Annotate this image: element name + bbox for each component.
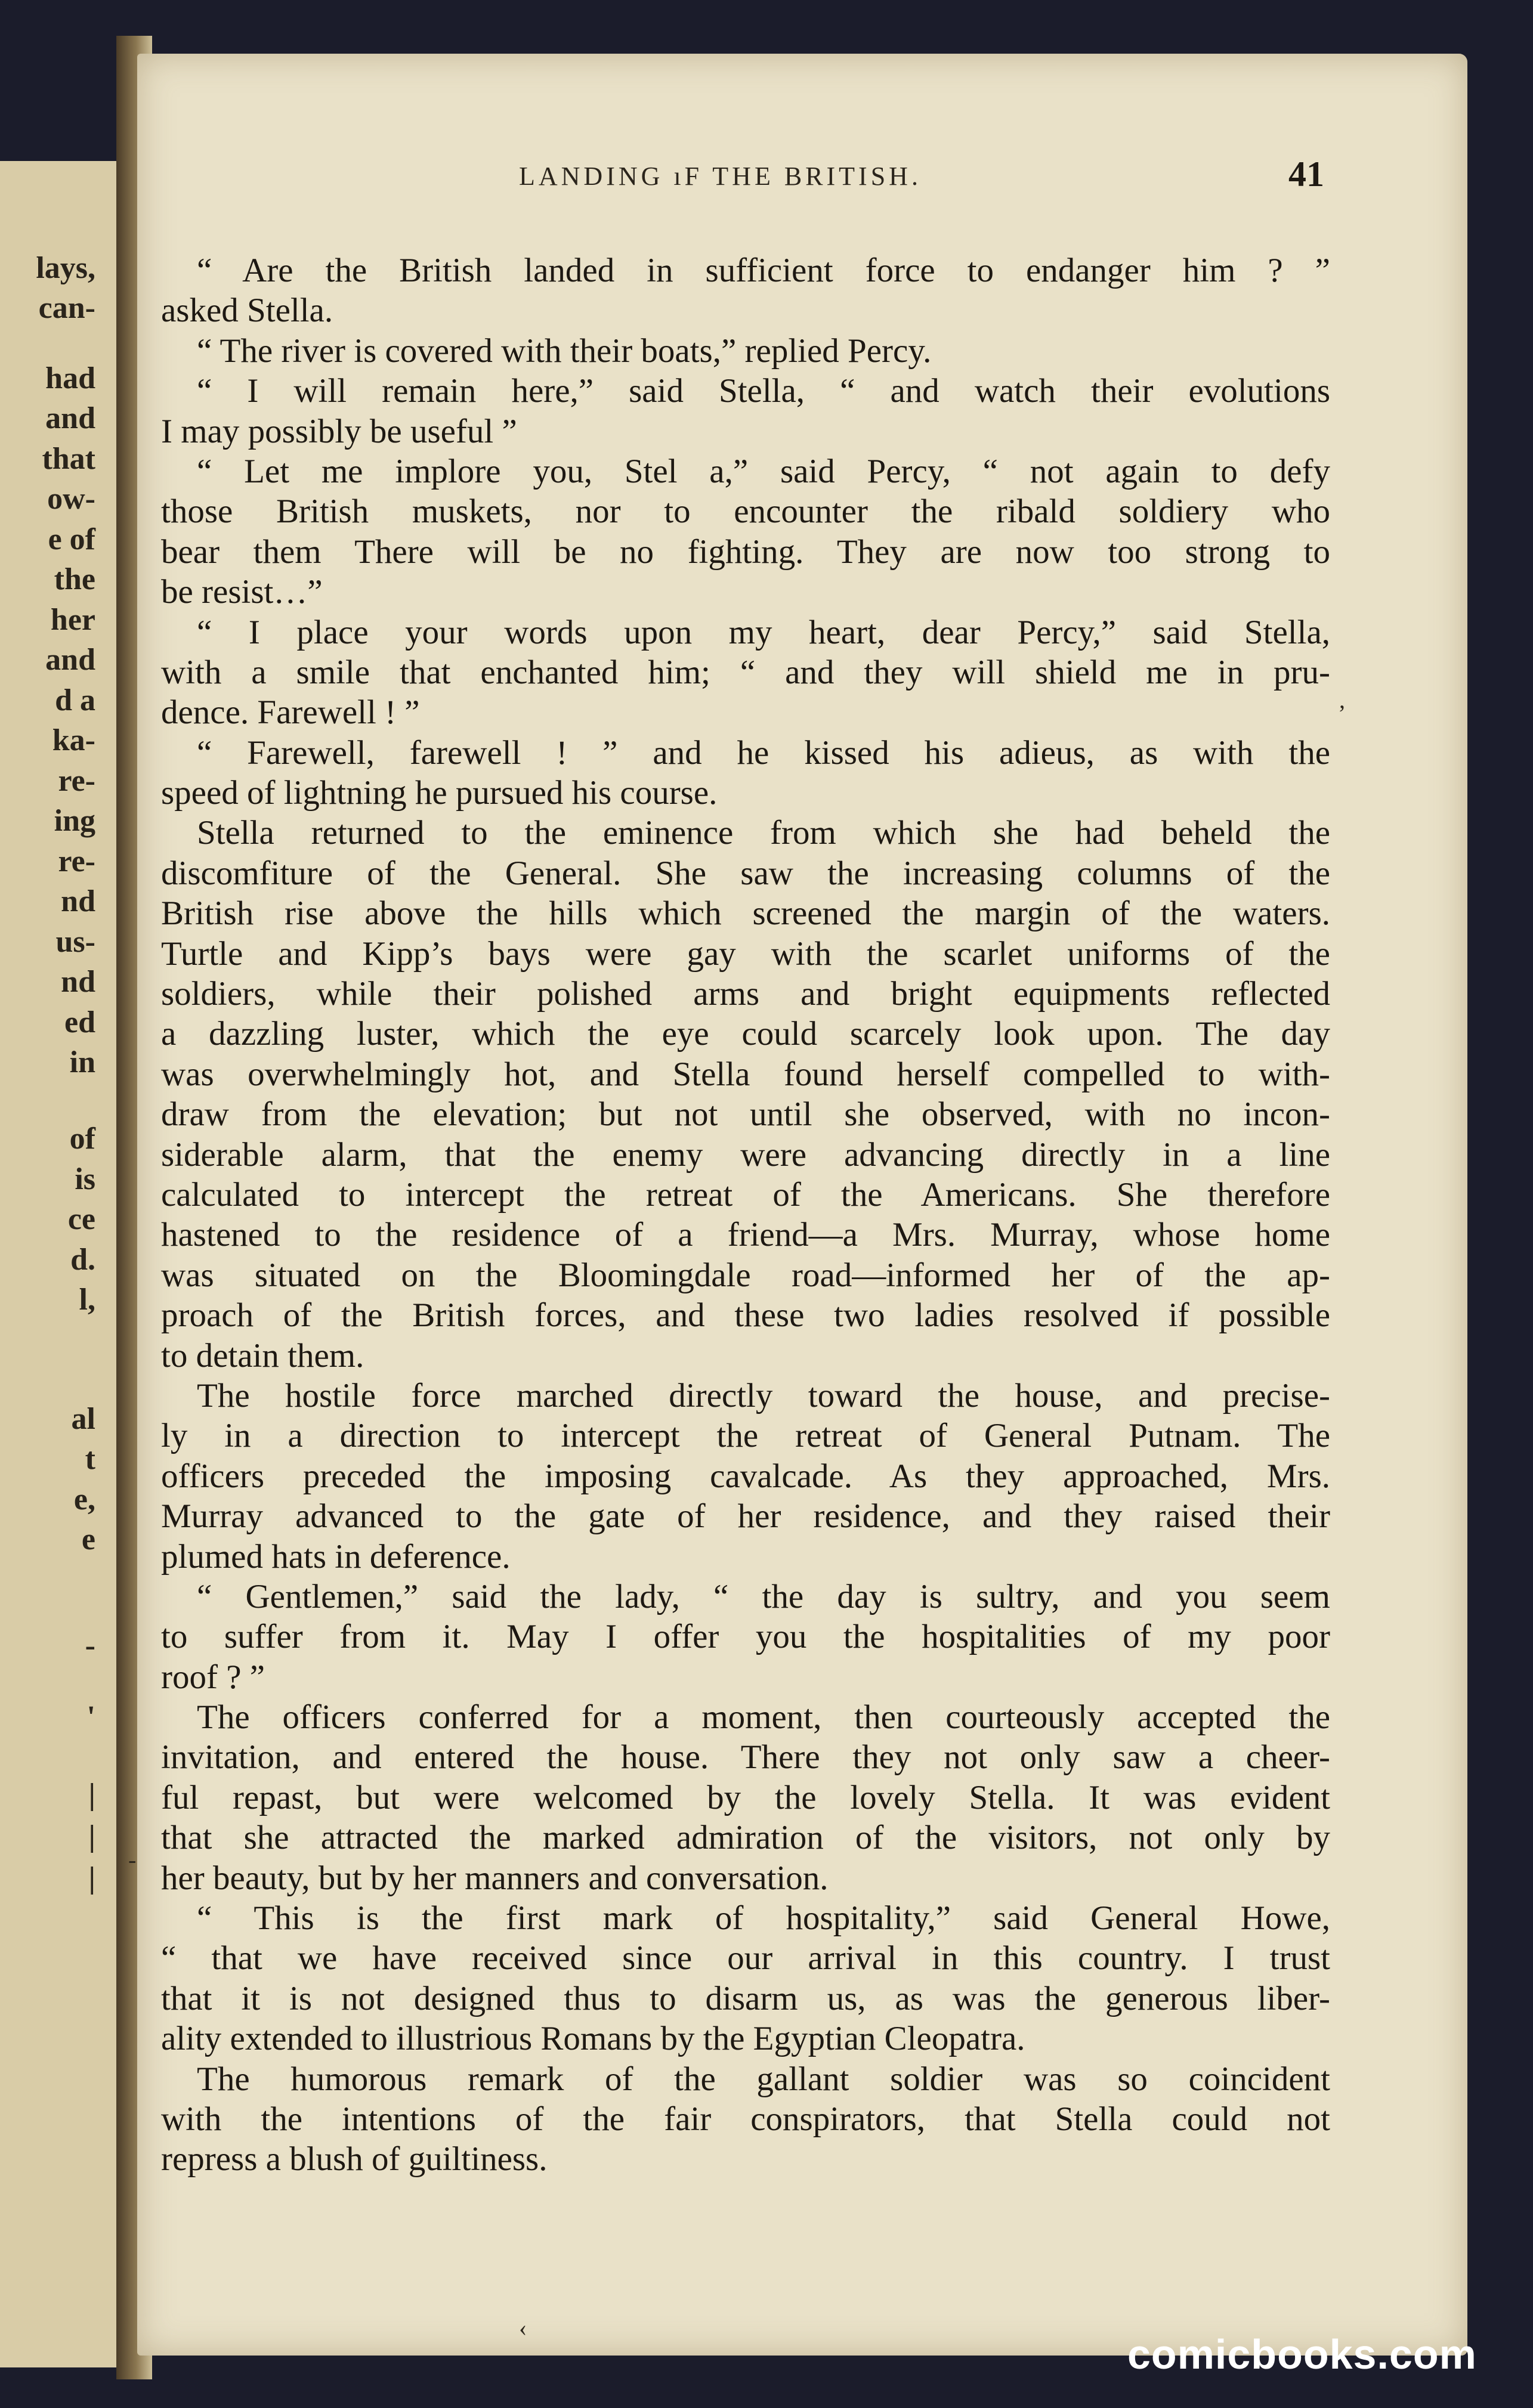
left-fragment: | [88,1819,95,1853]
text-line: “ I place your words upon my heart, dear Percy,” said Stella, [197,613,1330,651]
text-line: draw from the elevation; but not until she observed, with no incon- [161,1095,1330,1134]
left-fragment: the [54,562,95,596]
text-line: “ Are the British landed in sufficient force to endanger him ? ” [197,252,1330,289]
text-line: dence. Farewell ! ” [161,694,420,732]
text-line: “ Gentlemen,” said the lady, “ the day is sultry, and you seem [197,1577,1330,1615]
text-line: that she attracted the marked admiration of the visitors, not only by [161,1819,1330,1857]
left-fragment: e of [48,522,95,556]
ink-mark: , [1339,686,1345,713]
ink-mark: ‹ [519,2314,527,2341]
text-line: her beauty, but by her manners and conversation. [161,1859,829,1897]
left-fragment: d a [55,683,95,717]
left-fragment: ed [64,1005,95,1039]
left-fragment: nd [61,965,95,999]
text-line: Stella returned to the eminence from which she had beheld the [197,814,1330,852]
text-line: Turtle and Kipp’s bays were gay with the scarlet uniforms of the [161,934,1330,973]
text-line: to detain them. [161,1336,364,1375]
text-line: bear them There will be no fighting. They are now too strong to [161,533,1330,571]
left-fragment: can- [38,291,95,325]
left-fragment: her [50,603,95,637]
text-line: plumed hats in deference. [161,1537,511,1576]
left-fragment: ce [67,1202,95,1236]
text-line: discomfiture of the General. She saw the increasing columns of the [161,854,1330,892]
body-text [161,250,1330,2180]
left-fragment: e, [73,1482,95,1516]
text-line: “ I will remain here,” said Stella, “ and watch their evolutions [197,372,1330,410]
text-line: to suffer from it. May I offer you the hospitalities of my poor [161,1618,1330,1656]
text-line: with a smile that enchanted him; “ and they will shield me in pru- [161,653,1330,691]
right-background [1467,83,1533,2350]
text-line: The hostile force marched directly toward the house, and precise- [197,1376,1330,1415]
text-line: with the intentions of the fair conspirators, that Stella could not [161,2100,1330,2138]
left-fragment: and [45,643,95,677]
text-line: Murray advanced to the gate of her residence, and they raised their [161,1497,1330,1536]
left-fragment: is [75,1162,95,1196]
text-line: asked Stella. [161,292,333,330]
left-fragment: l, [79,1283,95,1317]
text-line: be resist…” [161,573,323,611]
text-line: “ The river is covered with their boats,” replied Percy. [197,332,932,370]
left-fragment: ' [86,1700,95,1734]
left-fragment: lays, [36,251,95,285]
text-line: was situated on the Bloomingdale road—informed her of the ap- [161,1256,1330,1294]
text-line: The officers conferred for a moment, then courteously accepted the [197,1698,1330,1737]
text-line: British rise above the hills which screened the margin of the waters. [161,895,1330,933]
text-line: those British muskets, nor to encounter the ribald soldiery who [161,493,1330,531]
left-fragment: - [85,1629,95,1663]
left-fragment: al [71,1402,95,1436]
text-line: The humorous remark of the gallant soldier was so coincident [197,2060,1330,2098]
text-line: calculated to intercept the retreat of the Americans. She therefore [161,1175,1330,1214]
text-line: officers preceded the imposing cavalcade. As they approached, Mrs. [161,1457,1330,1495]
left-fragment: ing [54,804,95,838]
left-fragment: t [85,1442,95,1476]
text-line: was overwhelmingly hot, and Stella found herself compelled to with- [161,1055,1330,1093]
left-fragment: d. [70,1243,95,1277]
text-line: “ that we have received since our arrival in this country. I trust [161,1939,1330,1977]
left-fragment: of [69,1122,95,1156]
text-line: invitation, and entered the house. There they not only saw a cheer- [161,1738,1330,1776]
left-fragment: re- [58,844,95,878]
text-line: proach of the British forces, and these two ladies resolved if possible [161,1296,1330,1335]
text-line: ality extended to illustrious Romans by the Egyptian Cleopatra. [161,2020,1025,2058]
text-line: hastened to the residence of a friend—a Mrs. Murray, whose home [161,1216,1330,1254]
left-fragment: | [88,1861,95,1895]
left-fragment: | [88,1778,95,1812]
left-fragment: in [69,1045,95,1079]
text-line: siderable alarm, that the enemy were advancing directly in a line [161,1135,1330,1174]
left-fragment: re- [58,764,95,798]
text-line: repress a blush of guiltiness. [161,2140,548,2178]
left-fragment: us- [55,925,95,959]
text-line: a dazzling luster, which the eye could scarcely look upon. The day [161,1015,1330,1053]
page-number: 41 [1288,154,1324,194]
left-fragment: ow- [47,482,95,516]
text-line: “ Farewell, farewell ! ” and he kissed his adieus, as with the [197,733,1330,772]
left-fragment: nd [61,884,95,918]
text-line: that it is not designed thus to disarm us, as was the generous liber- [161,1979,1330,2017]
text-line: “ This is the first mark of hospitality,” said General Howe, [197,1899,1330,1937]
left-fragment: had [45,361,95,395]
running-header: LANDING ıF THE BRITISH. [519,162,922,191]
left-fragment: and [45,401,95,435]
left-fragment: e [81,1522,95,1556]
text-line: ly in a direction to intercept the retreat of General Putnam. The [161,1417,1330,1455]
text-line: “ Let me implore you, Stel a,” said Percy, “ not again to defy [197,452,1330,490]
ink-mark: - [128,1846,137,1873]
text-line: ful repast, but were welcomed by the lovely Stella. It was evident [161,1778,1330,1816]
left-fragment: ka- [52,723,95,757]
text-line: roof ? ” [161,1658,265,1696]
left-fragment: that [42,442,95,476]
text-line: I may possibly be useful ” [161,412,517,450]
watermark: comicbooks.com [1127,2331,1477,2378]
text-line: speed of lightning he pursued his course. [161,774,718,812]
text-line: soldiers, while their polished arms and bright equipments reflected [161,975,1330,1013]
